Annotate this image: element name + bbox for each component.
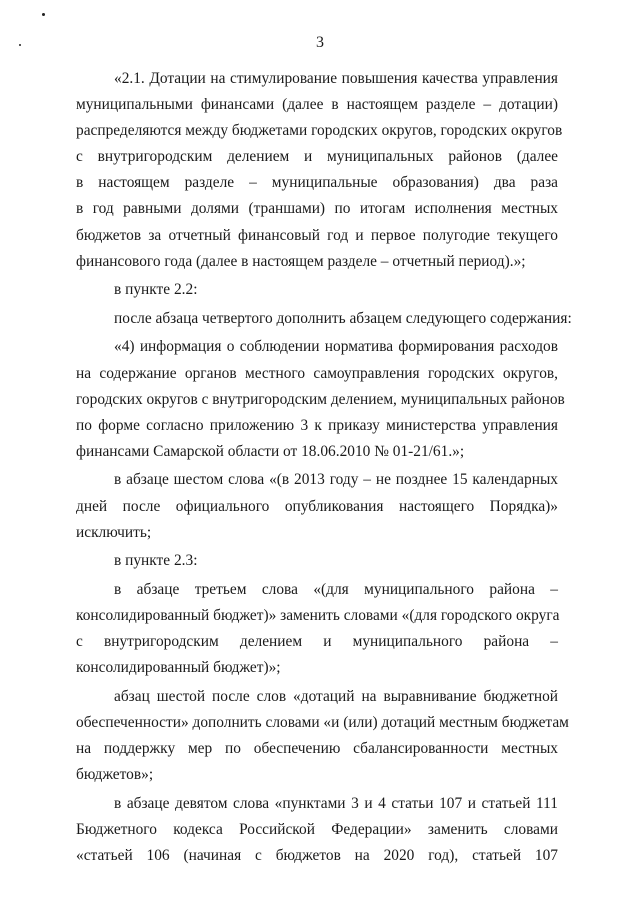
text-line: бюджетов»; bbox=[76, 765, 154, 783]
text-line: обеспеченности» дополнить словами «и (или) дотаций местным бюджетам bbox=[76, 713, 569, 731]
text-line: консолидированный бюджет)»; bbox=[76, 659, 281, 677]
text-line: на поддержку мер по обеспечению сбалансированности местных bbox=[76, 739, 558, 757]
page-number: 3 bbox=[316, 34, 324, 51]
text-line: в пункте 2.3: bbox=[114, 552, 198, 570]
text-line: в год равными долями (траншами) по итогам исполнения местных bbox=[76, 200, 558, 218]
text-line: бюджетов за отчетный финансовый год и первое полугодие текущего bbox=[76, 226, 558, 244]
text-line: в абзаце девятом слова «пунктами 3 и 4 статьи 107 и статьей 111 bbox=[114, 794, 558, 812]
text-line: Бюджетного кодекса Российской Федерации» заменить словами bbox=[76, 820, 558, 838]
paragraph bbox=[76, 306, 572, 332]
text-line: «статьей 106 (начиная с бюджетов на 2020 год), статьей 107 bbox=[76, 846, 558, 864]
text-line: в абзаце шестом слова «(в 2013 году – не позднее 15 календарных bbox=[114, 471, 558, 489]
text-line: абзац шестой после слов «дотаций на выравнивание бюджетной bbox=[114, 687, 558, 705]
text-line: в пункте 2.2: bbox=[114, 281, 198, 299]
text-line: финансами Самарской области от 18.06.2010 № 01-21/61.»; bbox=[76, 442, 465, 460]
text-line: дней после официального опубликования настоящего Порядка)» bbox=[76, 497, 558, 515]
text-line: после абзаца четвертого дополнить абзацем следующего содержания: bbox=[114, 309, 572, 327]
paragraph bbox=[76, 334, 565, 464]
text-line: финансового года (далее в настоящем разделе – отчетный период).»; bbox=[76, 252, 526, 270]
text-line: «4) информация о соблюдении норматива формирования расходов bbox=[114, 338, 558, 356]
paragraph bbox=[76, 791, 558, 869]
text-line: в настоящем разделе – муниципальные образования) два раза bbox=[76, 174, 558, 192]
scan-speck bbox=[42, 13, 45, 16]
text-line: исключить; bbox=[76, 523, 152, 541]
text-line: с внутригородским делением и муниципального района – bbox=[76, 632, 558, 650]
text-line: на содержание органов местного самоуправления городских округов, bbox=[76, 364, 558, 382]
text-line: по форме согласно приложению 3 к приказу министерства управления bbox=[76, 416, 558, 434]
paragraph bbox=[76, 467, 558, 545]
text-line: «2.1. Дотации на стимулирование повышения качества управления bbox=[114, 70, 558, 87]
paragraph bbox=[76, 548, 558, 574]
text-line: распределяются между бюджетами городских округов, городских округов bbox=[76, 122, 563, 140]
paragraph bbox=[76, 577, 558, 681]
paragraph bbox=[76, 66, 563, 275]
text-line: городских округов с внутригородским делением, муниципальных районов bbox=[76, 390, 565, 408]
text-line: в абзаце третьем слова «(для муниципального района – bbox=[114, 580, 558, 598]
text-line: с внутригородским делением и муниципальных районов (далее bbox=[76, 148, 558, 166]
document-body bbox=[76, 66, 572, 871]
text-line: муниципальными финансами (далее в настоящем разделе – дотации) bbox=[76, 96, 558, 114]
paragraph bbox=[76, 684, 569, 788]
text-line: консолидированный бюджет)» заменить словами «(для городского округа bbox=[76, 606, 560, 624]
paragraph bbox=[76, 277, 558, 303]
